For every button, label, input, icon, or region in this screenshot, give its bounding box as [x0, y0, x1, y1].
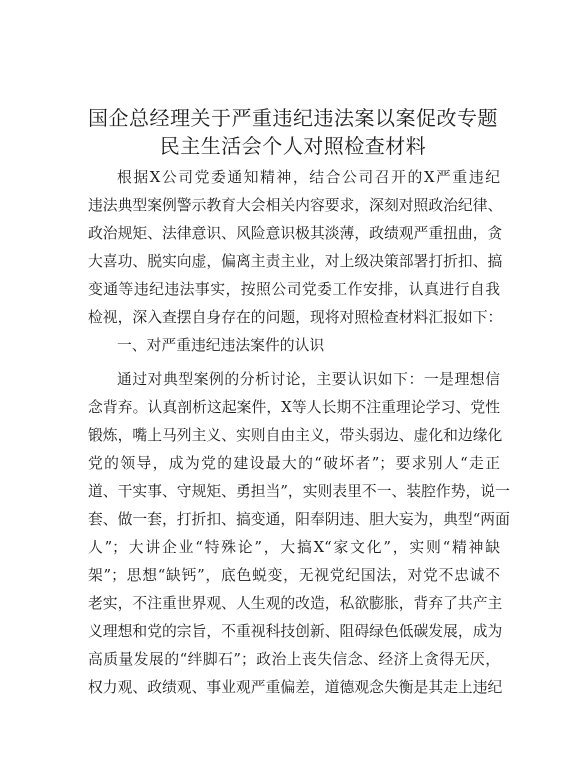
- intro-paragraph-line: 违法典型案例警示教育大会相关内容要求，深刻对照政治纪律、: [88, 197, 503, 214]
- intro-paragraph-line: 检视，深入查摆自身存在的问题，现将对照检查材料汇报如下：: [88, 309, 503, 326]
- section-body-line: 高质量发展的“绊脚石”；政治上丧失信念、经济上贪得无厌，: [88, 651, 500, 668]
- section-body-line: 套、做一套，打折扣、搞变通，阳奉阴违、胆大妄为，典型“两面: [88, 511, 510, 528]
- document-title-line-1: 国企总经理关于严重违纪违法案以案促改专题: [88, 106, 498, 130]
- section-body-line: 义理想和党的宗旨，不重视科技创新、阻碍绿色低碳发展，成为: [88, 623, 503, 640]
- section-body-line: 权力观、政绩观、事业观严重偏差，道德观念失衡是其走上违纪: [88, 679, 503, 696]
- intro-paragraph-line: 根据X公司党委通知精神，结合公司召开的X严重违纪: [117, 169, 500, 186]
- section-body-line: 党的领导，成为党的建设最大的“破坏者”；要求别人“走正: [88, 455, 500, 472]
- section-body-line: 道、干实事、守规矩、勇担当”，实则表里不一、装腔作势，说一: [88, 483, 510, 500]
- section-body-line: 念背弃。认真剖析这起案件，X等人长期不注重理论学习、党性: [88, 399, 500, 416]
- section-body-line: 架”；思想“缺钙”，底色蜕变，无视党纪国法，对党不忠诚不: [88, 567, 500, 584]
- section-body-line: 锻炼，嘴上马列主义、实则自由主义，带头弱边、虚化和边缘化: [88, 427, 503, 444]
- intro-paragraph-line: 变通等违纪违法事实，按照公司党委工作安排，认真进行自我: [88, 281, 500, 298]
- section-body-line: 人”；大讲企业“特殊论”，大搞X“家文化”，实则“精神缺: [88, 539, 500, 556]
- intro-paragraph-line: 政治规矩、法律意识、风险意识极其淡薄，政绩观严重扭曲，贪: [88, 225, 503, 242]
- document-title-line-2: 民主生活会个人对照检查材料: [159, 134, 427, 158]
- section-body-line: 老实，不注重世界观、人生观的改造，私欲膨胀，背弃了共产主: [88, 595, 503, 612]
- section-body-line: 通过对典型案例的分析讨论，主要认识如下：一是理想信: [117, 371, 500, 388]
- intro-paragraph-line: 大喜功、脱实向虚，偏离主责主业，对上级决策部署打折扣、搞: [88, 253, 503, 270]
- section-heading: 一、对严重违纪违法案件的认识: [117, 337, 325, 354]
